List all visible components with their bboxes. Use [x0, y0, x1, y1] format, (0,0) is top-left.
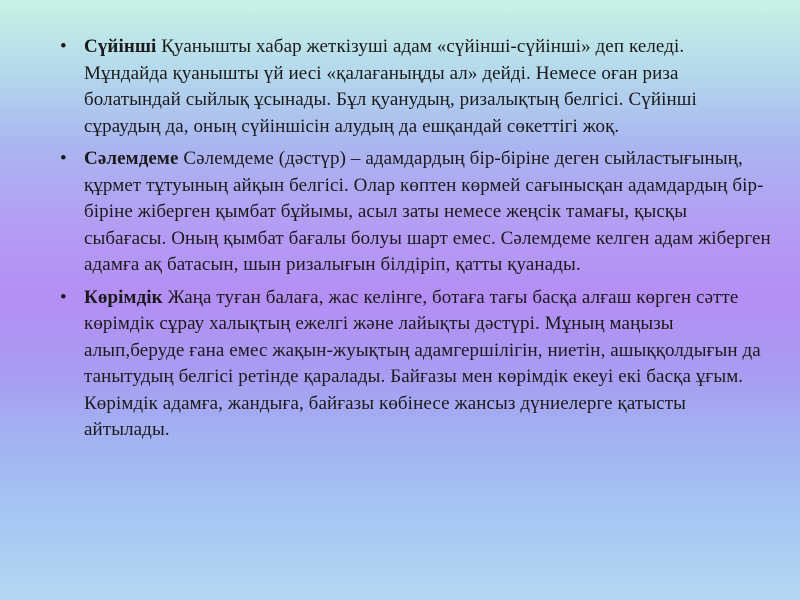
- bullet-item-korimdik: [60, 285, 772, 444]
- bullet-dot-icon: •: [60, 36, 67, 57]
- term-description: Жаңа туған балаға, жас келінге, ботаға тағы басқа алғаш көрген сәтте көрімдік сұрау халықтың ежелгі және лайықты дәстүрі. Мұның маңызы алып,беруде ғана емес жақын-жуықтың адамгершілігін, ниетін, ашыққолдығын да танытудың белгісі ретінде қаралады. Байғазы мен көрімдік екеуі екі басқа ұғым. Көрімдік адамға, жандыға, байғазы көбінесе жансыз дүниелерге қатысты айтылады.: [84, 286, 761, 440]
- term-label: Сәлемдеме: [84, 148, 179, 169]
- term-label: Сүйінші: [84, 36, 157, 57]
- bullet-item-suyinshi: [60, 34, 772, 140]
- term-description: Сәлемдеме (дәстүр) – адамдардың бір-біріне деген сыйластығының, құрмет тұтуының айқын белгісі. Олар көптен көрмей сағынысқан адамдардың бір-біріне жіберген қымбат бұйымы, асыл заты немесе жеңсік тамағы, қысқы сыбағасы. Оның қымбат бағалы болуы шарт емес. Сәлемдеме келген адам жіберген адамға ақ батасын, шын ризалығын білдіріп, қатты қуанады.: [84, 148, 771, 275]
- bullet-dot-icon: •: [60, 286, 67, 308]
- term-description: Қуанышты хабар жеткізуші адам «сүйінші-сүйінші» деп келеді. Мұндайда қуанышты үй иесі «қалағаныңды ал» дейді. Немесе оған риза болатындай сыйлық ұсынады. Бұл қуанудың, ризалықтың белгісі. Сүйінші сұраудың да, оның сүйіншісін алудың да ешқандай сөкеттігі жоқ.: [84, 36, 697, 137]
- term-label: Көрімдік: [84, 286, 163, 308]
- bullet-dot-icon: •: [60, 148, 67, 169]
- bullet-list: [60, 34, 772, 450]
- bullet-item-salemdeme: [60, 146, 772, 279]
